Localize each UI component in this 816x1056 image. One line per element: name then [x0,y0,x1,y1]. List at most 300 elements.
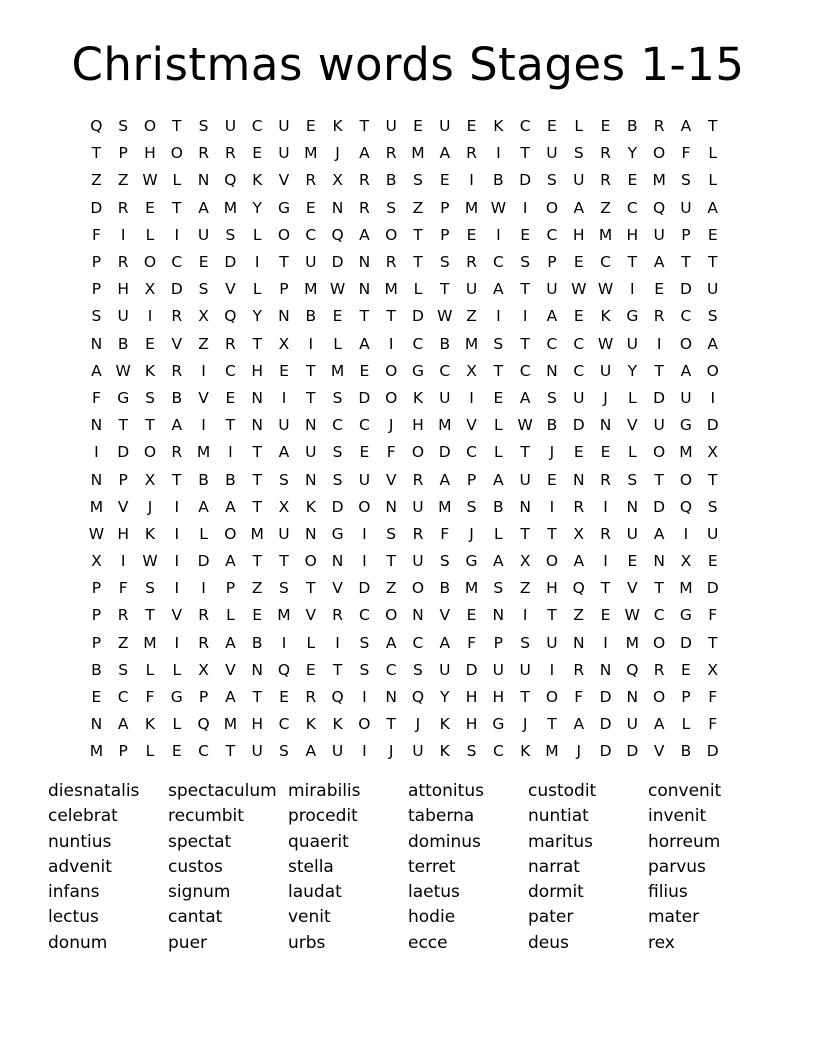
grid-letter: E [171,742,182,761]
grid-letter: T [547,606,557,625]
grid-letter: M [384,280,398,299]
grid-letter: D [599,715,612,734]
grid-letter: L [708,144,718,163]
grid-letter: V [225,280,236,299]
grid-letter: U [626,524,639,543]
grid-letter: U [305,253,317,272]
grid-letter: M [464,334,479,353]
grid-letter: V [332,579,343,598]
grid-letter: D [706,416,719,435]
grid-letter: G [331,524,344,543]
grid-row [83,494,726,521]
grid-row [83,466,726,493]
word-list-item: nuntius [48,831,112,852]
grid-letter: L [145,660,155,679]
grid-letter: H [251,361,263,380]
grid-letter: T [118,416,128,435]
grid-letter: J [388,742,394,761]
grid-letter: R [224,144,236,163]
grid-letter: R [117,198,129,217]
grid-letter: A [225,497,236,516]
grid-letter: P [118,742,128,761]
grid-letter: D [331,497,344,516]
grid-letter: M [679,579,693,598]
grid-letter: Q [679,497,693,516]
grid-letter: B [91,660,102,679]
grid-letter: F [440,524,450,543]
grid-letter: I [174,579,180,598]
grid-letter: O [545,198,559,217]
grid-letter: F [145,688,155,707]
grid-letter: P [547,253,557,272]
grid-letter: G [679,416,692,435]
grid-letter: E [493,388,504,407]
grid-letter: H [144,144,156,163]
grid-letter: U [573,388,585,407]
word-list-item: lectus [48,907,99,928]
grid-letter: T [707,470,718,489]
grid-letter: W [437,307,453,326]
grid-letter: S [493,579,504,598]
grid-letter: T [681,253,691,272]
grid-letter: M [545,742,559,761]
grid-letter: K [305,715,316,734]
grid-letter: E [145,198,155,217]
grid-letter: D [599,742,612,761]
grid-letter: S [359,633,370,652]
grid-letter: R [198,144,209,163]
grid-letter: T [172,470,182,489]
grid-letter: B [493,497,504,516]
grid-letter: Z [117,633,129,652]
grid-letter: Q [197,715,210,734]
grid-letter: C [492,742,504,761]
grid-letter: S [573,144,584,163]
grid-letter: I [469,388,474,407]
grid-letter: A [707,198,719,217]
grid-letter: L [172,660,182,679]
word-list-item: hodie [408,907,456,928]
word-list-item: diesnatalis [48,781,140,801]
grid-letter: O [143,117,157,136]
grid-letter: P [91,253,102,272]
grid-letter: C [519,117,531,136]
grid-letter: T [413,225,423,244]
grid-letter: A [198,497,209,516]
grid-letter: E [520,225,531,244]
grid-letter: R [198,633,209,652]
grid-row [83,195,726,222]
grid-letter: P [91,579,102,598]
grid-letter: X [680,552,692,571]
grid-letter: U [573,171,585,190]
grid-letter: O [224,524,237,543]
grid-letter: A [573,715,585,734]
grid-letter: N [626,688,639,707]
grid-letter: U [278,144,290,163]
grid-letter: I [683,524,689,543]
grid-letter: K [332,715,343,734]
grid-letter: A [680,361,692,380]
grid-letter: T [252,334,262,353]
word-list-item: dominus [408,831,481,852]
grid-row [83,358,726,385]
grid-letter: N [90,715,103,734]
grid-letter: Q [626,660,639,679]
grid-letter: R [573,497,585,516]
grid-letter: R [385,253,397,272]
grid-letter: H [117,280,130,299]
grid-letter: S [520,633,531,652]
grid-letter: A [278,443,290,462]
grid-letter: T [520,144,530,163]
grid-letter: S [413,171,423,190]
grid-letter: D [224,253,237,272]
grid-letter: W [490,198,507,217]
grid-letter: T [440,280,450,299]
grid-letter: Y [440,688,450,707]
grid-letter: I [281,388,287,407]
grid-letter: R [600,144,611,163]
grid-letter: J [335,144,340,163]
grid-letter: D [706,742,719,761]
grid-letter: C [251,117,263,136]
grid-letter: L [494,416,503,435]
grid-letter: M [89,497,104,516]
grid-letter: P [493,633,504,652]
grid-letter: Q [224,171,237,190]
grid-letter: U [197,225,210,244]
grid-letter: A [519,388,531,407]
grid-letter: Z [412,198,424,217]
word-list-item: attonitus [408,781,484,801]
grid-letter: Q [411,688,425,707]
grid-letter: K [332,117,343,136]
grid-letter: A [493,470,504,489]
grid-letter: V [627,416,638,435]
word-list-item: invenit [648,806,707,827]
grid-letter: C [492,253,504,272]
grid-letter: L [681,715,691,734]
grid-letter: H [117,524,130,543]
grid-letter: R [573,660,585,679]
grid-letter: O [358,497,371,516]
grid-letter: E [466,225,477,244]
grid-letter: T [306,388,316,407]
grid-letter: I [522,606,528,625]
grid-letter: D [358,579,371,598]
grid-letter: E [466,606,477,625]
grid-letter: S [386,524,397,543]
grid-letter: M [679,443,693,462]
grid-letter: E [573,443,584,462]
grid-row [83,711,726,738]
grid-letter: K [600,307,611,326]
grid-letter: D [358,388,371,407]
grid-letter: I [201,416,206,435]
grid-letter: C [117,688,129,707]
grid-letter: A [653,253,665,272]
grid-letter: B [117,334,129,353]
grid-letter: S [145,388,155,407]
grid-letter: T [306,579,316,598]
grid-letter: A [225,552,236,571]
grid-letter: T [386,307,396,326]
grid-letter: B [305,307,317,326]
grid-letter: T [359,307,370,326]
grid-letter: R [358,171,370,190]
grid-letter: I [603,633,608,652]
grid-letter: M [196,443,211,462]
grid-letter: R [653,660,665,679]
grid-letter: A [573,552,585,571]
grid-letter: A [225,688,236,707]
grid-letter: Z [600,198,611,217]
grid-letter: K [439,715,450,734]
grid-letter: E [225,388,236,407]
letter-grid [83,113,726,766]
grid-letter: T [386,715,396,734]
grid-letter: S [439,552,450,571]
grid-letter: U [465,280,478,299]
grid-letter: I [201,579,206,598]
grid-letter: T [91,144,102,163]
word-list-item: donum [48,932,108,953]
grid-letter: Q [572,579,585,598]
grid-letter: I [496,307,501,326]
grid-letter: E [627,171,638,190]
grid-letter: N [572,633,585,652]
grid-letter: N [385,688,397,707]
grid-letter: I [308,334,314,353]
grid-letter: D [626,742,639,761]
grid-row [83,249,726,276]
grid-letter: E [359,361,370,380]
grid-letter: J [522,715,528,734]
grid-letter: R [466,253,477,272]
grid-letter: C [412,633,424,652]
grid-letter: U [707,524,719,543]
grid-letter: E [305,117,316,136]
grid-letter: A [439,633,451,652]
grid-letter: L [252,225,262,244]
grid-letter: L [494,443,503,462]
grid-row [83,657,726,684]
grid-letter: I [174,552,180,571]
grid-letter: F [708,715,718,734]
grid-letter: S [332,388,343,407]
grid-letter: O [143,253,157,272]
grid-letter: O [277,225,291,244]
grid-letter: O [679,470,693,489]
grid-letter: U [385,117,397,136]
grid-letter: U [519,470,531,489]
page-title: Christmas words Stages 1-15 [71,38,745,91]
grid-letter: P [91,633,102,652]
word-list-item: taberna [408,806,475,827]
grid-letter: M [277,606,291,625]
word-list-item: filius [648,882,688,903]
grid-letter: I [549,660,555,679]
word-list-item: pater [528,907,574,928]
grid-letter: F [574,688,584,707]
grid-letter: U [278,524,290,543]
grid-row [83,738,726,765]
word-list-item: convenit [648,781,722,801]
grid-letter: C [171,253,183,272]
grid-letter: S [520,253,531,272]
grid-letter: M [223,198,238,217]
grid-letter: Q [331,225,344,244]
grid-letter: C [385,660,397,679]
grid-letter: A [171,416,183,435]
grid-letter: I [335,633,340,652]
grid-row [83,113,726,140]
grid-letter: I [120,552,126,571]
grid-letter: I [710,388,716,407]
grid-letter: D [117,443,130,462]
grid-letter: M [223,715,238,734]
grid-letter: H [465,688,478,707]
grid-letter: S [547,171,557,190]
grid-letter: B [171,388,183,407]
grid-letter: O [304,552,317,571]
grid-letter: E [707,552,718,571]
grid-letter: C [680,307,692,326]
grid-letter: I [94,443,99,462]
grid-letter: A [653,715,665,734]
grid-letter: L [226,606,235,625]
grid-letter: D [411,307,424,326]
word-list-item: stella [288,856,334,877]
grid-letter: S [359,660,370,679]
grid-letter: E [305,660,316,679]
grid-letter: N [331,552,344,571]
grid-letter: T [172,198,182,217]
grid-letter: C [546,334,558,353]
grid-letter: J [415,715,421,734]
grid-letter: V [439,606,451,625]
grid-letter: U [358,470,371,489]
grid-letter: U [305,443,317,462]
grid-letter: S [627,470,638,489]
grid-letter: U [492,660,505,679]
grid-letter: O [653,443,666,462]
grid-letter: L [708,171,718,190]
grid-letter: W [571,280,587,299]
grid-letter: E [547,470,557,489]
grid-letter: A [439,144,451,163]
grid-letter: N [304,524,317,543]
grid-letter: T [252,497,262,516]
grid-letter: F [386,443,396,462]
grid-letter: X [198,660,209,679]
grid-letter: M [250,524,264,543]
grid-letter: E [681,660,691,679]
grid-letter: S [332,443,343,462]
grid-letter: N [653,552,665,571]
grid-letter: C [278,715,290,734]
grid-letter: W [142,552,158,571]
grid-letter: N [304,416,317,435]
grid-letter: N [385,497,397,516]
grid-letter: D [653,388,666,407]
grid-letter: B [493,171,504,190]
grid-letter: G [679,606,692,625]
grid-letter: M [304,144,318,163]
grid-letter: C [305,225,317,244]
grid-letter: V [171,606,183,625]
grid-letter: S [439,253,450,272]
word-list-item: cantat [168,907,223,928]
grid-letter: I [630,280,635,299]
grid-letter: E [413,117,423,136]
grid-letter: D [90,198,103,217]
grid-letter: I [549,497,555,516]
grid-letter: C [224,361,236,380]
grid-letter: P [91,280,102,299]
grid-letter: A [546,307,558,326]
word-list-item: narrat [528,856,580,877]
grid-letter: D [599,688,612,707]
word-list [48,779,768,956]
grid-letter: X [332,171,343,190]
grid-letter: N [331,198,344,217]
grid-letter: N [599,660,612,679]
word-list-item: advenit [48,856,112,877]
grid-letter: D [572,416,585,435]
grid-letter: W [517,416,533,435]
grid-letter: O [358,715,371,734]
grid-letter: T [520,280,530,299]
grid-letter: X [707,660,719,679]
grid-letter: S [225,225,236,244]
grid-letter: J [469,524,474,543]
grid-letter: T [279,552,289,571]
grid-letter: O [385,225,398,244]
grid-letter: T [332,660,343,679]
grid-letter: T [252,443,262,462]
grid-letter: R [412,524,424,543]
grid-letter: X [144,280,156,299]
word-list-item: laudat [288,882,342,903]
grid-letter: F [708,688,718,707]
grid-row [83,140,726,167]
grid-letter: V [198,388,209,407]
word-list-item: spectaculum [168,781,277,801]
grid-letter: Y [627,144,638,163]
grid-letter: U [331,742,344,761]
grid-letter: L [574,117,584,136]
grid-letter: S [707,497,718,516]
grid-letter: E [252,144,263,163]
grid-letter: I [496,144,501,163]
grid-letter: D [331,253,344,272]
grid-letter: Q [224,307,237,326]
grid-letter: D [679,280,692,299]
grid-letter: E [600,117,611,136]
grid-letter: C [358,606,370,625]
grid-row [83,521,726,548]
grid-letter: Z [385,579,397,598]
grid-letter: G [492,715,505,734]
grid-letter: N [304,470,317,489]
grid-letter: M [464,579,479,598]
grid-letter: J [147,497,153,516]
grid-letter: A [493,552,504,571]
grid-letter: N [358,253,371,272]
grid-letter: R [171,443,183,462]
